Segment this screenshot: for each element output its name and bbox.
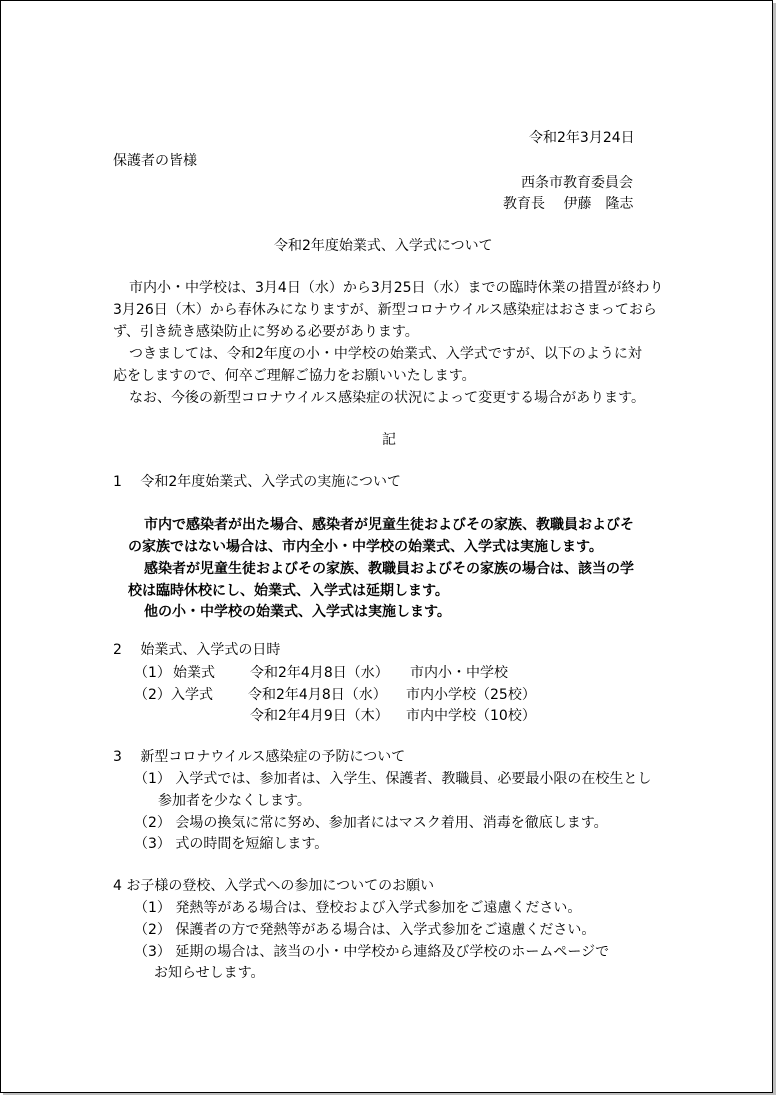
section-1-bold-line: 市内で感染者が出た場合、感染者が児童生徒およびその家族、教職員およびそ: [144, 517, 634, 533]
document-title: 令和2年度始業式、入学式について: [274, 238, 493, 254]
section-4-item: お知らせします。: [154, 965, 265, 981]
section-3-item: （2） 会場の換気に常に努め、参加者にはマスク着用、消毒を徹底します。: [134, 815, 608, 831]
intro-line: ず、引き続き感染防止に努める必要があります。: [113, 324, 419, 340]
intro-line: なお、今後の新型コロナウイルス感染症の状況によって変更する場合があります。: [129, 390, 646, 406]
section-4-item: （1） 発熱等がある場合は、登校および入学式参加をご遠慮ください。: [134, 900, 582, 916]
intro-line: つきましては、令和2年度の小・中学校の始業式、入学式ですが、以下のように対: [129, 346, 642, 362]
sender-name: 教育長 伊藤 隆志: [503, 196, 634, 212]
section-3-item: 参加者を少なくします。: [158, 793, 311, 809]
schedule-label: 入学式: [171, 687, 213, 703]
section-4-item: （2） 保護者の方で発熱等がある場合は、入学式参加をご遠慮ください。: [134, 922, 596, 938]
section-2-heading: 2 始業式、入学式の日時: [113, 642, 281, 658]
section-1-heading: 1 令和2年度始業式、入学式の実施について: [113, 474, 401, 490]
intro-line: 市内小・中学校は、3月4日（水）から3月25日（水）までの臨時休業の措置が終わり: [129, 280, 664, 296]
section-3-item: （1） 入学式では、参加者は、入学生、保護者、教職員、必要最小限の在校生とし: [134, 771, 652, 787]
schedule-target: 市内小学校（25校）: [406, 687, 536, 703]
schedule-label: 始業式: [173, 665, 215, 681]
schedule-date: 令和2年4月9日（木）: [250, 708, 389, 724]
schedule-target: 市内小・中学校: [410, 665, 508, 681]
section-3-heading: 3 新型コロナウイルス感染症の予防について: [113, 749, 406, 765]
intro-line: 応をしますので、何卒ご理解ご協力をお願いいたします。: [113, 368, 476, 384]
sender-organization: 西条市教育委員会: [521, 175, 633, 191]
section-1-bold-line: 感染者が児童生徒およびその家族、教職員およびその家族の場合は、該当の学: [144, 561, 634, 577]
schedule-target: 市内中学校（10校）: [406, 708, 536, 724]
recipient: 保護者の皆様: [113, 153, 197, 169]
schedule-num: （1）: [134, 665, 171, 681]
schedule-date: 令和2年4月8日（水）: [250, 665, 389, 681]
intro-line: 3月26日（木）から春休みになりますが、新型コロナウイルス感染症はおさまっておら: [113, 302, 657, 318]
document-date: 令和2年3月24日: [529, 130, 635, 146]
schedule-num: （2）: [134, 687, 171, 703]
section-4-heading: 4 お子様の登校、入学式への参加についてのお願い: [113, 878, 435, 894]
schedule-date: 令和2年4月8日（水）: [248, 687, 387, 703]
section-3-item: （3） 式の時間を短縮します。: [134, 836, 329, 852]
section-4-item: （3） 延期の場合は、該当の小・中学校から連絡及び学校のホームページで: [134, 944, 610, 960]
section-1-bold-line: 校は臨時休校にし、始業式、入学式は延期します。: [128, 583, 449, 599]
ki-marker: 記: [382, 432, 396, 448]
section-1-bold-line: の家族ではない場合は、市内全小・中学校の始業式、入学式は実施します。: [128, 539, 603, 555]
section-1-bold-line: 他の小・中学校の始業式、入学式は実施します。: [144, 604, 451, 620]
